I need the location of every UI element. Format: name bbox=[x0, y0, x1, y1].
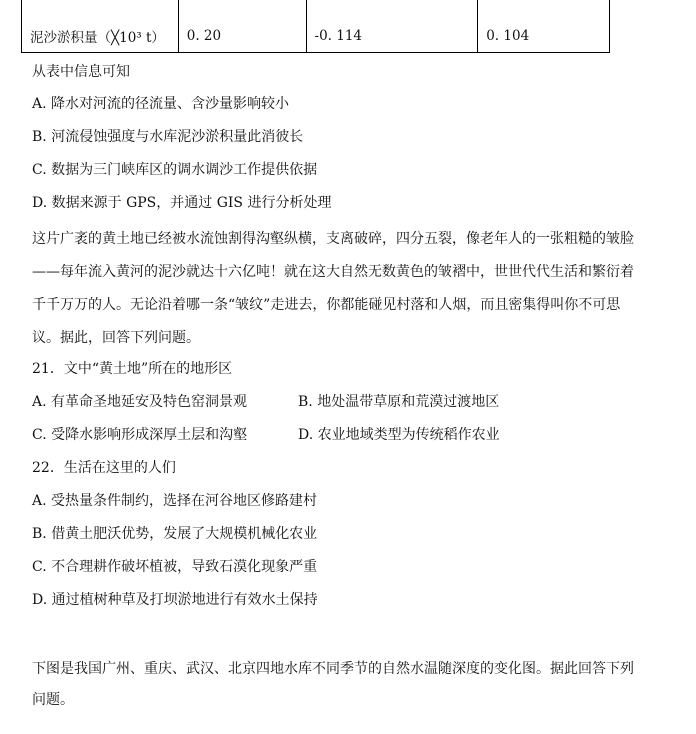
q22-option-a: A. 受热量条件制约，选择在河谷地区修路建村 bbox=[32, 493, 318, 509]
q21-option-a: A. 有革命圣地延安及特色窑洞景观 bbox=[32, 394, 248, 410]
table-row-label: 泥沙淤积量（╳10³ t） bbox=[22, 0, 179, 52]
q22-option-c: C. 不合理耕作破坏植被，导致石漠化现象严重 bbox=[32, 559, 318, 575]
question-intro: 从表中信息可知 bbox=[32, 64, 130, 80]
option-c: C. 数据为三门峡库区的调水调沙工作提供依据 bbox=[32, 162, 318, 178]
passage-line: 这片广袤的黄土地已经被水流蚀割得沟壑纵横，支离破碎，四分五裂，像老年人的一张粗糙的皱脸 bbox=[32, 231, 634, 247]
option-b: B. 河流侵蚀强度与水库泥沙淤积量此消彼长 bbox=[32, 129, 304, 145]
table-cell: 0. 20 bbox=[179, 0, 307, 52]
next-section-intro: 下图是我国广州、重庆、武汉、北京四地水库不同季节的自然水温随深度的变化图。据此回答下列 bbox=[32, 661, 634, 677]
q22-option-d: D. 通过植树种草及打坝淤地进行有效水土保持 bbox=[32, 592, 318, 608]
q22-option-b: B. 借黄土肥沃优势，发展了大规模机械化农业 bbox=[32, 526, 318, 542]
option-a: A. 降水对河流的径流量、含沙量影响较小 bbox=[32, 96, 290, 112]
q21-option-b: B. 地处温带草原和荒漠过渡地区 bbox=[298, 394, 500, 410]
passage-line: 议。据此，回答下列问题。 bbox=[32, 330, 200, 346]
table-cell: 0. 104 bbox=[486, 28, 530, 44]
data-table-row bbox=[21, 0, 610, 53]
passage-line: ——每年流入黄河的泥沙就达十六亿吨！就在这大自然无数黄色的皱褶中，世世代代生活和繁衍着 bbox=[32, 264, 634, 280]
q21-option-c: C. 受降水影响形成深厚土层和沟壑 bbox=[32, 427, 248, 443]
q21-option-d: D. 农业地域类型为传统稻作农业 bbox=[298, 427, 500, 443]
passage-line: 千千万万的人。无论沿着哪一条“皱纹”走进去，你都能碰见村落和人烟，而且密集得叫你不可思 bbox=[32, 297, 621, 313]
question-22-stem: 22．生活在这里的人们 bbox=[32, 460, 176, 476]
question-21-stem: 21．文中“黄土地”所在的地形区 bbox=[32, 361, 233, 377]
option-d: D. 数据来源于 GPS，并通过 GIS 进行分析处理 bbox=[32, 195, 332, 211]
next-section-intro-cont: 问题。 bbox=[32, 692, 74, 708]
table-cell: -0. 114 bbox=[307, 0, 479, 52]
